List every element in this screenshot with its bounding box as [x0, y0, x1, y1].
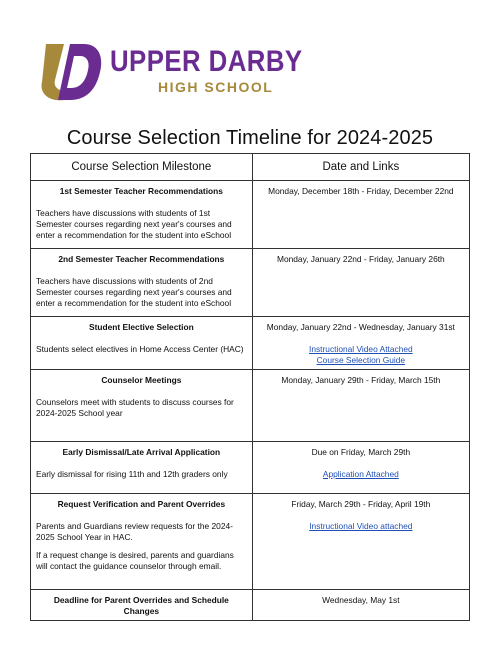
milestone-title: Counselor Meetings: [101, 375, 182, 385]
milestone-title: Student Elective Selection: [88, 322, 194, 332]
milestone-description: Teachers have discussions with students of 2nd Semester courses regarding next year's courses and enter a recommendation for the student into eSchool: [36, 276, 232, 308]
date-cell: [252, 590, 469, 621]
column-header-date: Date and Links: [252, 154, 469, 181]
timeline-table: [30, 153, 470, 621]
date-range: Monday, January 29th - Friday, March 15th: [281, 375, 441, 385]
brand-subtitle: HIGH SCHOOL: [158, 79, 274, 95]
milestone-cell: [31, 590, 253, 621]
date-cell: [252, 370, 469, 442]
date-range: Monday, January 22nd - Wednesday, January 31st: [266, 322, 455, 332]
milestone-title: Request Verification and Parent Overrides: [57, 499, 226, 509]
date-cell: [252, 249, 469, 317]
milestone-description: Early dismissal for rising 11th and 12th graders only: [36, 469, 228, 479]
brand-name: UPPER DARBY: [110, 45, 303, 78]
milestone-cell: [31, 370, 253, 442]
table-row: [31, 249, 470, 317]
table-row: [31, 317, 470, 370]
date-range: Due on Friday, March 29th: [311, 447, 411, 457]
school-logo: [40, 40, 334, 102]
table-row: [31, 181, 470, 249]
milestone-cell: [31, 442, 253, 494]
milestone-description-2: If a request change is desired, parents and guardians will contact the guidance counselor through email.: [36, 550, 234, 571]
date-range: Monday, January 22nd - Friday, January 26th: [276, 254, 445, 264]
milestone-title: Early Dismissal/Late Arrival Application: [62, 447, 221, 457]
milestone-cell: [31, 494, 253, 590]
table-row: [31, 442, 470, 494]
course-selection-guide-link[interactable]: Course Selection Guide: [316, 355, 406, 365]
milestone-title: Deadline for Parent Overrides and Schedule Changes: [53, 595, 229, 616]
table-row: [31, 590, 470, 621]
table-header-row: [31, 154, 470, 181]
table-row: [31, 370, 470, 442]
instructional-video-link[interactable]: Instructional Video attached: [309, 521, 413, 531]
milestone-title: 1st Semester Teacher Recommendations: [59, 186, 223, 196]
milestone-description: Students select electives in Home Access Center (HAC): [36, 344, 244, 354]
instructional-video-link[interactable]: Instructional Video Attached: [309, 344, 413, 354]
date-cell: [252, 494, 469, 590]
date-range: Friday, March 29th - Friday, April 19th: [291, 499, 431, 509]
milestone-cell: [31, 249, 253, 317]
page-title: Course Selection Timeline for 2024-2025: [66, 127, 434, 149]
brand-text: [110, 47, 334, 95]
table-row: [31, 494, 470, 590]
date-cell: [252, 442, 469, 494]
milestone-title: 2nd Semester Teacher Recommendations: [58, 254, 225, 264]
date-cell: [252, 181, 469, 249]
column-header-milestone: Course Selection Milestone: [31, 154, 253, 181]
ud-monogram-icon: [40, 40, 102, 102]
milestone-cell: [31, 317, 253, 370]
date-range: Wednesday, May 1st: [322, 595, 400, 605]
milestone-cell: [31, 181, 253, 249]
date-range: Monday, December 18th - Friday, December 22nd: [268, 186, 454, 196]
milestone-description: Teachers have discussions with students of 1st Semester courses regarding next year's courses and enter a recommendation for the student into eSchool: [36, 208, 232, 240]
date-cell: [252, 317, 469, 370]
milestone-description: Parents and Guardians review requests for the 2024-2025 School Year in HAC.: [36, 521, 233, 542]
application-link[interactable]: Application Attached: [322, 469, 399, 479]
milestone-description: Counselors meet with students to discuss courses for 2024-2025 School year: [36, 397, 234, 418]
